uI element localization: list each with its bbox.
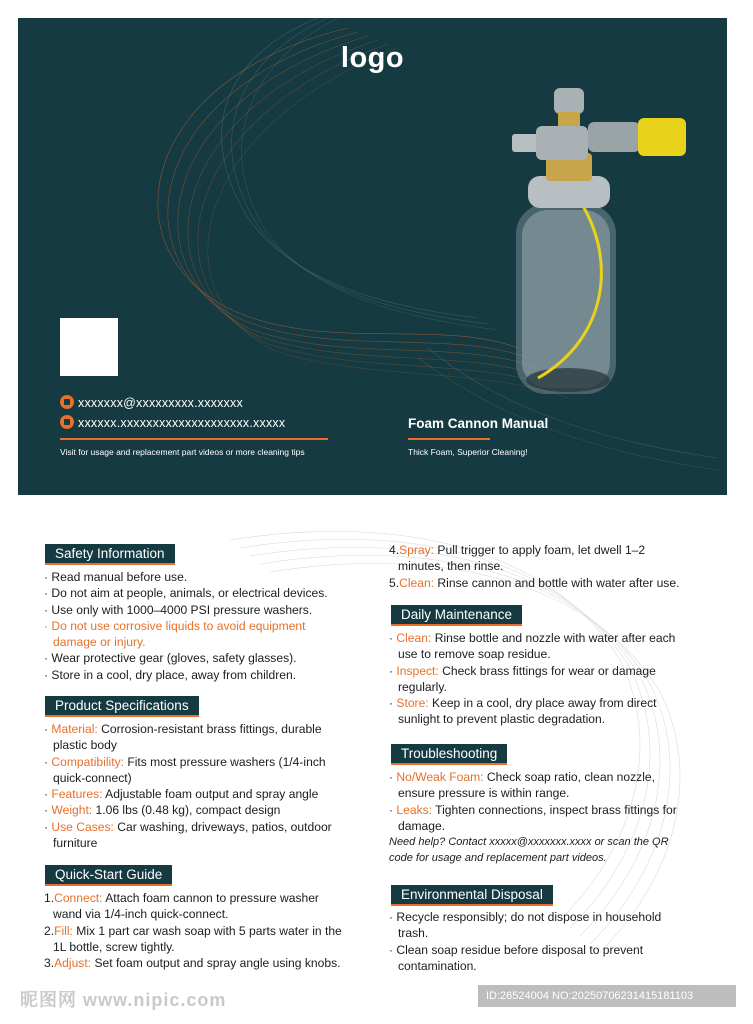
safety-heading: Safety Information xyxy=(45,544,175,565)
quickstart-list-2: 4.Spray: Pull trigger to apply foam, let dwell 1–2 minutes, then rinse. 5.Clean: Rinse cannon and bottle with water after use. xyxy=(389,543,680,590)
quickstart-heading: Quick-Start Guide xyxy=(45,865,172,886)
disposal-heading: Environmental Disposal xyxy=(391,885,553,906)
safety-list xyxy=(44,569,328,683)
list-item: · Wear protective gear (gloves, safety glasses). xyxy=(44,651,297,666)
list-item-warning-cont: damage or injury. xyxy=(53,635,146,650)
contact-divider xyxy=(60,438,328,440)
list-item-cont: contamination. xyxy=(398,958,477,973)
disposal-list xyxy=(389,909,661,974)
help-text-cont: code for usage and replacement part videos. xyxy=(389,852,607,865)
troubleshooting-heading: Troubleshooting xyxy=(391,744,507,765)
contact-website xyxy=(60,415,285,430)
list-item: · Store in a cool, dry place, away from children. xyxy=(44,667,297,682)
email-text: xxxxxxx@xxxxxxxxx.xxxxxxx xyxy=(78,396,243,410)
specs-heading: Product Specifications xyxy=(45,696,199,717)
list-item: · Do not aim at people, animals, or electrical devices. xyxy=(44,586,328,601)
web-icon xyxy=(60,415,74,429)
cover-panel xyxy=(18,18,727,495)
image-id-bar: ID:26524004 NO:20250706231415181103 xyxy=(478,985,736,1007)
list-item: · Read manual before use. xyxy=(44,570,188,584)
qr-code xyxy=(60,318,118,376)
help-text: Need help? Contact xxxxx@xxxxxxx.xxxx or scan the QR xyxy=(389,836,669,849)
title-underline xyxy=(408,438,490,440)
list-item: · Recycle responsibly; do not dispose in household xyxy=(389,910,662,924)
list-item: · Use only with 1000–4000 PSI pressure washers. xyxy=(44,602,313,617)
tagline: Thick Foam, Superior Cleaning! xyxy=(408,447,528,457)
visit-text: Visit for usage and replacement part videos or more cleaning tips xyxy=(60,447,305,457)
quickstart-list-1: 1.Connect: Attach foam cannon to pressure washer wand via 1/4-inch quick-connect. 2.Fill: Mix 1 part car wash soap with 5 parts water in the 1L bottle, screw tightly. 3.Adjust: Set foam output and spray angle using knobs. xyxy=(44,891,342,971)
brand-logo: logo xyxy=(340,42,405,74)
site-watermark: 昵图网 www.nipic.com xyxy=(20,990,227,1010)
maintenance-list: · Clean: Rinse bottle and nozzle with water after each use to remove soap residue. · Inspect: Check brass fittings for wear or damage regularly. · Store: Keep in a cool, dry place away from direct sunlight to prevent plastic degradation. xyxy=(389,631,676,727)
website-text: xxxxxx.xxxxxxxxxxxxxxxxxxxx.xxxxx xyxy=(78,416,286,430)
list-item: · Clean soap residue before disposal to prevent xyxy=(389,942,644,957)
manual-title: Foam Cannon Manual xyxy=(408,416,549,431)
troubleshooting-list: · No/Weak Foam: Check soap ratio, clean nozzle, ensure pressure is within range. · Leaks: Tighten connections, inspect brass fittings for damage. Need help? Contact xxxxx@xxxxxxx.xxxx or scan the QR code for usage and replacement part videos. xyxy=(389,770,677,865)
email-icon xyxy=(60,395,74,409)
maintenance-heading: Daily Maintenance xyxy=(391,605,522,626)
specs-list: · Material: Corrosion-resistant brass fittings, durable plastic body · Compatibility: Fits most pressure washers (1/4-inch quick-connect) · Features: Adjustable foam output and spray angle · Weight: 1.06 lbs (0.48 kg), compact design · Use Cases: Car washing, driveways, patios, outdoor furniture xyxy=(44,722,332,851)
list-item-warning: · Do not use corrosive liquids to avoid equipment xyxy=(44,618,306,633)
list-item-cont: trash. xyxy=(398,926,429,941)
contact-email xyxy=(60,395,243,410)
foam-cannon-illustration xyxy=(512,88,686,394)
